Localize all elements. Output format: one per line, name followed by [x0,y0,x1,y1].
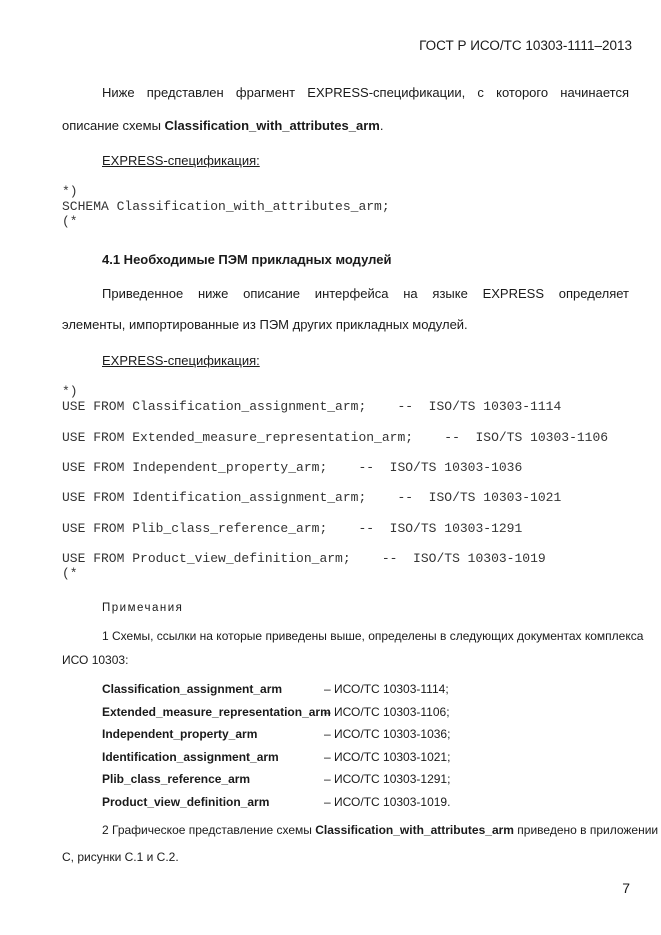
code-close-2: (* [62,566,78,581]
schema-name: Classification_with_attributes_arm [315,823,514,837]
section-heading: 4.1 Необходимые ПЭМ прикладных модулей [102,252,392,267]
ref-name: Classification_assignment_arm [102,682,283,696]
code-close-1: (* [62,214,78,229]
ref-name: Independent_property_arm [102,727,258,741]
ref-name: Product_view_definition_arm [102,795,270,809]
page-number: 7 [622,880,630,896]
ref-doc: – ИСО/ТС 10303-1019. [324,795,451,809]
code-open-1: *) [62,184,78,199]
code-use-line: USE FROM Extended_measure_representation_arm; -- ISO/TS 10303-1106 [62,430,609,445]
ref-doc: – ИСО/ТС 10303-1021; [324,750,451,764]
standard-reference-header: ГОСТ Р ИСО/ТС 10303-1111–2013 [419,38,632,53]
ref-doc: – ИСО/ТС 10303-1114; [324,682,449,696]
code-schema-line: SCHEMA Classification_with_attributes_arm; [62,199,390,214]
ref-name: Plib_class_reference_arm [102,772,251,786]
ref-doc: – ИСО/ТС 10303-1291; [324,772,451,786]
code-use-line: USE FROM Classification_assignment_arm; -- ISO/TS 10303-1114 [62,399,562,414]
ref-name: Extended_measure_representation_arm [102,705,331,719]
express-spec-label-1: EXPRESS-спецификация: [102,153,260,168]
code-open-2: *) [62,384,78,399]
section-para-line-2: элементы, импортированные из ПЭМ других прикладных модулей. [62,317,468,332]
intro-line-2 [62,118,383,133]
ref-doc: – ИСО/ТС 10303-1106; [324,705,450,719]
note-1-line-1: 1 Схемы, ссылки на которые приведены выше, определены в следующих документах комплекса [102,629,644,643]
code-use-line: USE FROM Identification_assignment_arm; -- ISO/TS 10303-1021 [62,490,562,505]
intro-text: описание схемы [62,118,165,133]
code-use-line: USE FROM Product_view_definition_arm; -- ISO/TS 10303-1019 [62,551,546,566]
intro-line-1: Ниже представлен фрагмент EXPRESS-спецификации, с которого начинается [102,85,629,100]
note-2-text: 2 Графическое представление схемы [102,823,316,837]
ref-name: Identification_assignment_arm [102,750,279,764]
section-para-line-1: Приведенное ниже описание интерфейса на языке EXPRESS определяет [102,286,629,301]
note-1-line-2: ИСО 10303: [62,653,129,667]
schema-name: Classification_with_attributes_arm [164,118,380,133]
notes-heading: Примечания [102,602,184,614]
note-2-line-1 [102,823,659,837]
note-2-suffix: приведено в приложении [513,823,659,837]
intro-suffix: . [379,118,384,133]
ref-doc: – ИСО/ТС 10303-1036; [324,727,451,741]
note-2-line-2: С, рисунки С.1 и С.2. [62,850,179,864]
code-use-line: USE FROM Independent_property_arm; -- ISO/TS 10303-1036 [62,460,523,475]
code-use-line: USE FROM Plib_class_reference_arm; -- ISO/TS 10303-1291 [62,521,523,536]
express-spec-label-2: EXPRESS-спецификация: [102,353,260,368]
